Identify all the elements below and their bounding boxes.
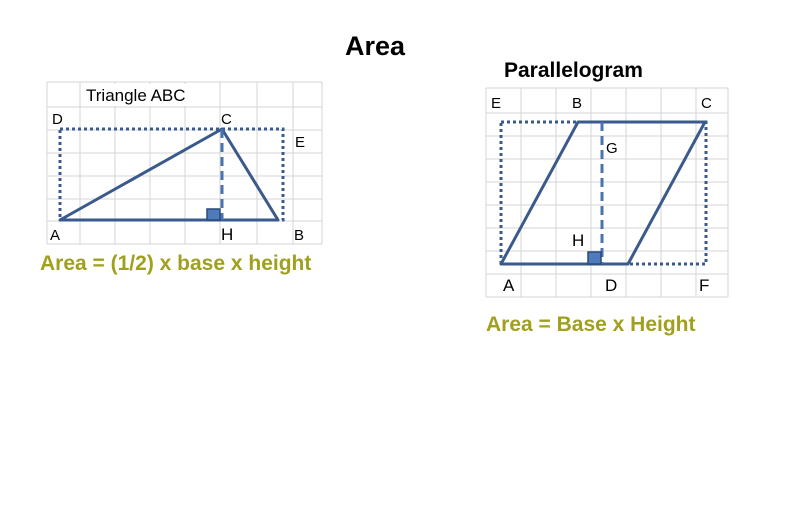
triangle-label-e: E — [295, 134, 306, 151]
triangle-label-d: D — [52, 111, 63, 128]
parallelogram-right-angle-marker — [588, 252, 601, 264]
triangle-right-angle-marker — [207, 209, 220, 220]
parallelogram-label-c: C — [701, 95, 712, 112]
parallelogram-title: Parallelogram — [504, 59, 643, 82]
triangle-abc — [60, 129, 278, 220]
parallelogram-label-d: D — [605, 276, 618, 295]
triangle-area-formula: Area = (1/2) x base x height — [40, 252, 312, 275]
triangle-label-a: A — [50, 227, 61, 244]
parallelogram-grid — [486, 88, 728, 297]
parallelogram-label-f: F — [699, 276, 710, 295]
triangle-label-b: B — [294, 227, 305, 244]
parallelogram-label-b: B — [572, 95, 583, 112]
triangle-caption: Triangle ABC — [86, 86, 186, 105]
parallelogram-label-e: E — [491, 95, 502, 112]
triangle-label-c: C — [221, 111, 232, 128]
triangle-label-h: H — [221, 225, 234, 244]
parallelogram-label-g: G — [606, 140, 618, 157]
parallelogram-label-a: A — [503, 276, 515, 295]
parallelogram-area-formula: Area = Base x Height — [486, 313, 696, 336]
parallelogram-label-h: H — [572, 231, 585, 250]
page-title: Area — [344, 31, 406, 61]
